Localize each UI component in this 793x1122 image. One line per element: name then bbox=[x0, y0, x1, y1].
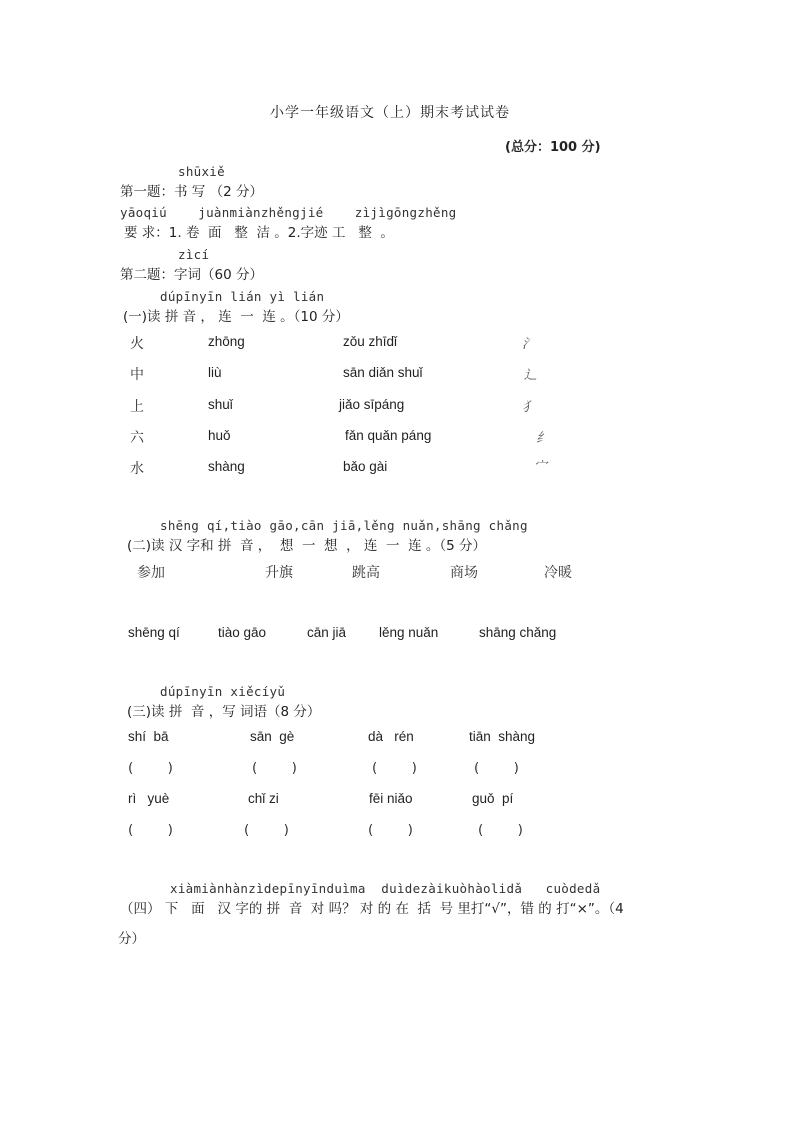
s3-item: guǒ pí bbox=[472, 791, 514, 806]
s1-word-item: sān diǎn shuǐ bbox=[343, 365, 423, 380]
s2-word: 升旗 bbox=[265, 565, 293, 581]
s3-pinyin: dúpīnyīn xiěcíyǔ bbox=[160, 684, 286, 699]
q1-requirement-pinyin: yāoqiú juànmiànzhěngjié zìjìgōngzhěng bbox=[120, 205, 457, 220]
s3-item: chǐ zi bbox=[248, 791, 279, 806]
s2-pinyin-item: cān jiā bbox=[307, 625, 347, 640]
s3-blank[interactable]: ( ) bbox=[252, 760, 297, 776]
s1-char: 上 bbox=[130, 399, 144, 415]
s3-blank[interactable]: ( ) bbox=[474, 760, 519, 776]
s1-char: 中 bbox=[130, 367, 144, 383]
s3-item: fēi niǎo bbox=[369, 791, 413, 806]
q2-heading: 第二题：字词（60 分） bbox=[120, 267, 263, 283]
s1-char: 火 bbox=[130, 336, 144, 352]
s3-blank[interactable]: ( ) bbox=[372, 760, 417, 776]
s3-blank[interactable]: ( ) bbox=[244, 822, 289, 838]
s1-pinyin-item: liù bbox=[208, 365, 222, 380]
s1-word-item: fǎn quǎn páng bbox=[345, 428, 432, 443]
s2-pinyin-item: lěng nuǎn bbox=[379, 625, 439, 640]
s1-pinyin-item: huǒ bbox=[208, 428, 231, 443]
s4-heading: （四） 下 面 汉 字的 拼 音 对 吗？ 对 的 在 括 号 里打“√”，错 的 打“×”。（4 bbox=[120, 901, 624, 917]
s1-pinyin-item: zhōng bbox=[208, 334, 245, 349]
s1-word-item: bǎo gài bbox=[343, 459, 388, 474]
page-title: 小学一年级语文（上）期末考试试卷 bbox=[270, 105, 510, 121]
s1-radical: 宀 bbox=[534, 459, 548, 474]
s1-char: 六 bbox=[130, 430, 144, 446]
s2-pinyin-item: shāng chǎng bbox=[479, 625, 557, 640]
s2-word: 商场 bbox=[450, 565, 478, 581]
s3-item: sān gè bbox=[250, 729, 295, 744]
s2-word: 冷暖 bbox=[544, 565, 572, 581]
s1-word-item: zǒu zhīdǐ bbox=[343, 334, 398, 349]
s1-radical: 氵 bbox=[522, 337, 536, 352]
s1-char: 水 bbox=[130, 461, 144, 477]
s3-blank[interactable]: ( ) bbox=[368, 822, 413, 838]
s1-pinyin-item: shàng bbox=[208, 459, 245, 474]
s2-pinyin-item: shēng qí bbox=[128, 625, 180, 640]
q2-pinyin: zìcí bbox=[178, 247, 210, 262]
s2-word: 参加 bbox=[137, 565, 165, 581]
s3-blank[interactable]: ( ) bbox=[128, 822, 173, 838]
q1-requirement-text: 要 求：1. 卷 面 整 洁 。2.字迹 工 整 。 bbox=[124, 225, 394, 241]
s3-item: tiān shàng bbox=[469, 729, 536, 744]
s3-item: dà rén bbox=[368, 729, 414, 744]
s2-pinyin: shēng qí,tiào gāo,cān jiā,lěng nuǎn,shāng chǎng bbox=[160, 518, 528, 533]
s1-radical: 纟 bbox=[536, 431, 550, 446]
s1-heading: (一)读 拼 音 ， 连 一 连 。（10 分） bbox=[123, 309, 349, 325]
q1-pinyin: shūxiě bbox=[178, 164, 225, 179]
s2-word: 跳高 bbox=[352, 565, 380, 581]
s1-pinyin-item: shuǐ bbox=[208, 397, 233, 412]
s3-blank[interactable]: ( ) bbox=[478, 822, 523, 838]
s3-item: shí bā bbox=[128, 729, 169, 744]
s4-heading-continued: 分） bbox=[118, 931, 145, 947]
s2-pinyin-item: tiào gāo bbox=[218, 625, 267, 640]
s3-item: rì yuè bbox=[128, 791, 170, 806]
s1-radical: 犭 bbox=[522, 400, 536, 415]
s3-heading: (三)读 拼 音 ，写 词语（8 分） bbox=[127, 704, 321, 720]
s1-word-item: jiǎo sīpáng bbox=[339, 397, 405, 412]
s1-radical: 辶 bbox=[524, 368, 538, 383]
s4-pinyin: xiàmiànhànzìdepīnyīnduìma duìdezàikuòhàolidǎ cuòdedǎ bbox=[170, 881, 601, 896]
total-score: (总分：100 分) bbox=[505, 140, 601, 155]
s1-pinyin: dúpīnyīn lián yì lián bbox=[160, 289, 325, 304]
s2-heading: (二)读 汉 字和 拼 音 ， 想 一 想 ， 连 一 连 。（5 分） bbox=[127, 538, 486, 554]
q1-heading: 第一题：书 写 （2 分） bbox=[120, 184, 263, 200]
s3-blank[interactable]: ( ) bbox=[128, 760, 173, 776]
